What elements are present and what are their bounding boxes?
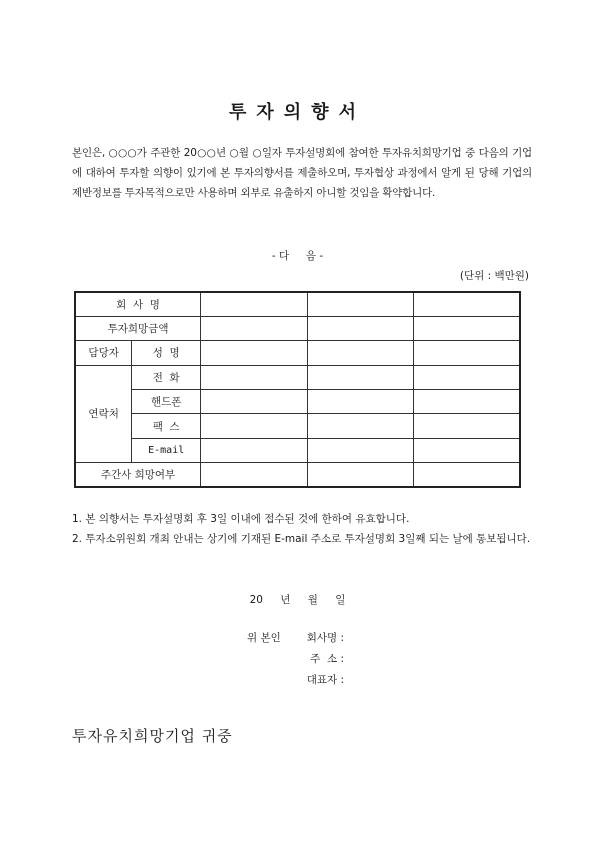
fax-cell-1[interactable] [201, 414, 307, 438]
email-cell-3[interactable] [413, 438, 520, 462]
company-name-cell-1[interactable] [201, 292, 307, 316]
mobile-cell-1[interactable] [201, 390, 307, 414]
investment-amount-cell-2[interactable] [307, 316, 413, 340]
investment-amount-cell-3[interactable] [413, 316, 520, 340]
closing-recipient: 투자유치희망기업 귀중 [72, 727, 233, 745]
company-name-cell-3[interactable] [413, 292, 520, 316]
lead-manager-cell-1[interactable] [201, 463, 307, 487]
notes-list [72, 509, 542, 549]
unit-label: (단위 : 백만원) [459, 270, 529, 282]
name-cell-1[interactable] [201, 341, 307, 365]
contact-label: 연락처 [75, 365, 132, 463]
note-item: 1. 본 의향서는 투자설명회 후 3일 이내에 접수된 것에 한하여 유효합니다. [72, 513, 410, 525]
fax-label: 팩 스 [132, 414, 201, 438]
note-item: 2. 투자소위원회 개최 안내는 상기에 기재된 E-mail 주소로 투자설명회 3일째 되는 날에 통보됩니다. [72, 533, 531, 545]
manager-label: 담당자 [75, 341, 132, 365]
name-cell-3[interactable] [413, 341, 520, 365]
email-cell-1[interactable] [201, 438, 307, 462]
company-name-cell-2[interactable] [307, 292, 413, 316]
phone-label: 전 화 [132, 365, 201, 389]
phone-cell-1[interactable] [201, 365, 307, 389]
lead-manager-label: 주간사 희망여부 [75, 463, 201, 487]
email-cell-2[interactable] [307, 438, 413, 462]
investment-amount-cell-1[interactable] [201, 316, 307, 340]
name-label: 성 명 [132, 341, 201, 365]
signature-address-label: 주 소 : [310, 653, 344, 665]
date-line: 20 년 월 일 [249, 594, 346, 606]
lead-manager-cell-3[interactable] [413, 463, 520, 487]
mobile-cell-3[interactable] [413, 390, 520, 414]
lead-manager-cell-2[interactable] [307, 463, 413, 487]
subheading: - 다 음 - [271, 250, 324, 262]
name-cell-2[interactable] [307, 341, 413, 365]
intro-paragraph: 본인은, ○○○가 주관한 20○○년 ○월 ○일자 투자설명회에 참여한 투자유치희망기업 중 다음의 기업에 대하여 투자할 의향이 있기에 본 투자의향서를 제출하오며, 투자협상 과정에서 알게 된 당해 기업의 제반정보를 투자목적으로만 사용하며 외부로 유출하지 아니할 것임을 확약합니다. [72, 147, 532, 199]
fax-cell-2[interactable] [307, 414, 413, 438]
investment-amount-label: 투자희망금액 [75, 316, 201, 340]
phone-cell-2[interactable] [307, 365, 413, 389]
mobile-label: 핸드폰 [132, 390, 201, 414]
investment-form-table [74, 291, 521, 488]
signature-prefix: 위 본인 [247, 632, 281, 644]
email-label: E-mail [132, 438, 201, 462]
document-title: 투자의향서 [229, 102, 366, 123]
phone-cell-3[interactable] [413, 365, 520, 389]
mobile-cell-2[interactable] [307, 390, 413, 414]
signature-company-label: 회사명 : [306, 632, 344, 644]
signature-representative-label: 대표자 : [306, 674, 344, 686]
fax-cell-3[interactable] [413, 414, 520, 438]
company-name-label: 회 사 명 [75, 292, 201, 316]
